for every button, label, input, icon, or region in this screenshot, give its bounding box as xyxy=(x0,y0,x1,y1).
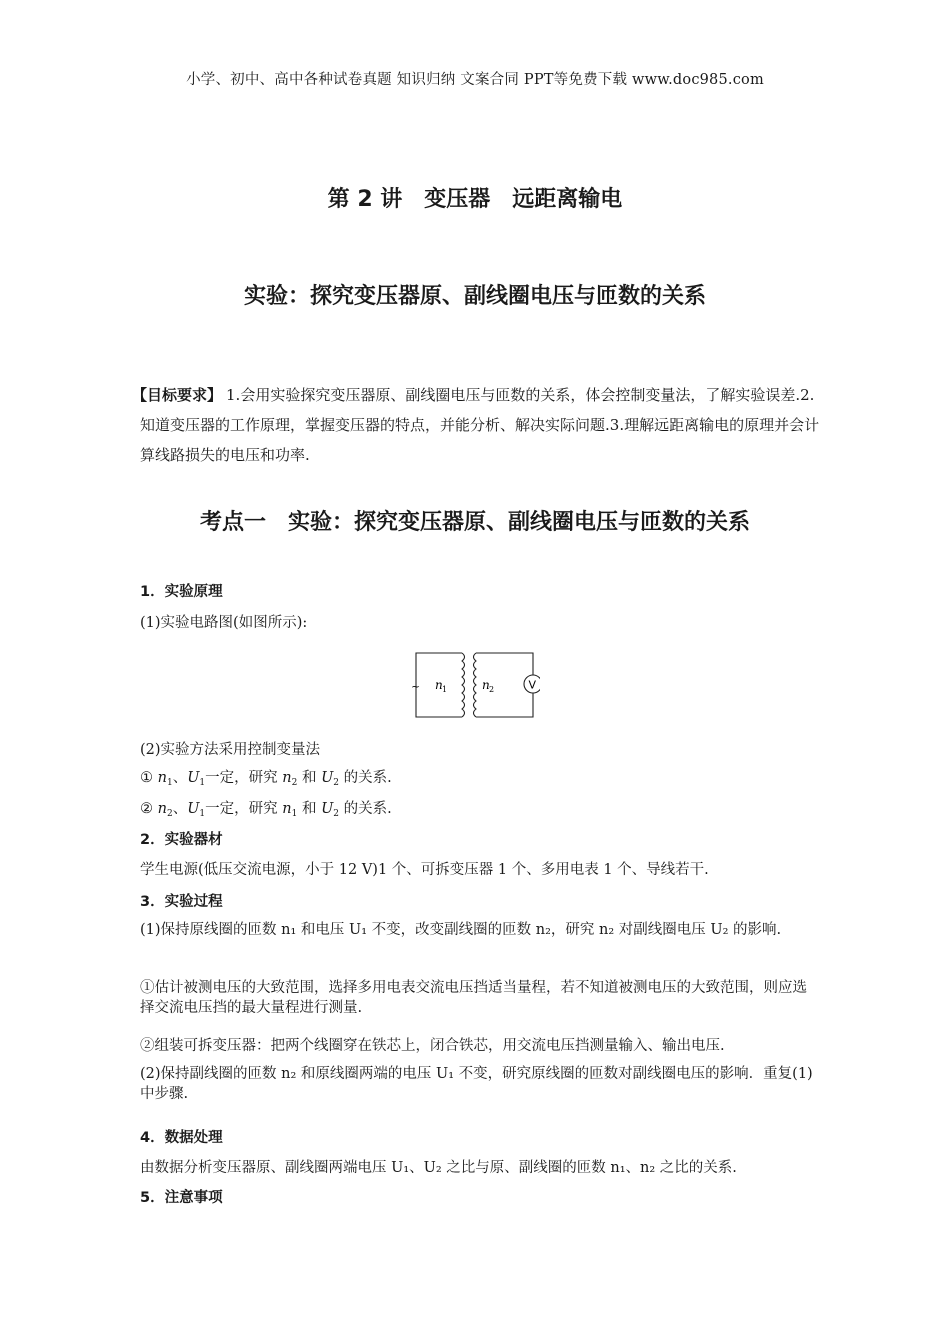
symbol-U: U xyxy=(321,801,334,817)
method-case-2 xyxy=(140,797,392,819)
symbol-n: n xyxy=(282,770,292,786)
case-1-text: 一定，研究 xyxy=(205,770,283,786)
case-1-sep: 、 xyxy=(172,770,188,786)
primary-turns-label: n xyxy=(435,678,443,692)
goals-text: 1.会用实验探究变压器原、副线圈电压与匝数的关系，体会控制变量法，了解实验误差.2.知道变压器的工作原理，掌握变压器的特点，并能分析、解决实际问题.3.理解远距离输电的原理并会计算线路损失的电压和功率. xyxy=(140,386,820,464)
symbol-sub: 2 xyxy=(333,778,340,788)
secondary-wire-bottom xyxy=(476,693,533,717)
circuit-caption: (1)实验电路图(如图所示): xyxy=(140,615,308,631)
heading-equipment: 2．实验器材 xyxy=(140,832,223,848)
heading-notes: 5．注意事项 xyxy=(140,1190,223,1206)
case-1-and: 和 xyxy=(297,770,322,786)
symbol-sub: 1 xyxy=(166,778,173,788)
voltmeter-label: V xyxy=(528,678,537,692)
symbol-U: U xyxy=(187,801,200,817)
secondary-coil xyxy=(474,653,477,717)
case-2-end: 的关系. xyxy=(339,801,392,817)
method-case-1 xyxy=(140,766,392,788)
section-title: 考点一 实验：探究变压器原、副线圈电压与匝数的关系 xyxy=(199,510,750,535)
process-step-1b: ②组装可拆变压器：把两个线圈穿在铁芯上，闭合铁芯，用交流电压挡测量输入、输出电压. xyxy=(140,1038,725,1054)
process-step-2: (2)保持副线圈的匝数 n₂ 和原线圈两端的电压 U₁ 不变，研究原线圈的匝数对副线圈电压的影响．重复(1)中步骤. xyxy=(140,1066,813,1102)
lecture-title: 第 2 讲 变压器 远距离输电 xyxy=(327,187,623,212)
symbol-sub: 2 xyxy=(166,809,173,819)
case-2-and: 和 xyxy=(297,801,322,817)
secondary-turns-label: n xyxy=(482,678,490,692)
symbol-n: n xyxy=(157,770,167,786)
heading-process: 3．实验过程 xyxy=(140,894,223,910)
case-2-text: 一定，研究 xyxy=(205,801,283,817)
page-header: 小学、初中、高中各种试卷真题 知识归纳 文案合同 PPT等免费下载 www.doc985.com xyxy=(186,72,764,88)
experiment-title: 实验：探究变压器原、副线圈电压与匝数的关系 xyxy=(243,284,706,309)
symbol-U: U xyxy=(187,770,200,786)
case-2-sep: 、 xyxy=(172,801,188,817)
heading-data: 4．数据处理 xyxy=(140,1130,223,1146)
goals-label: 【目标要求】 xyxy=(132,386,223,404)
symbol-sub: 2 xyxy=(291,778,298,788)
case-1-marker: ① xyxy=(140,770,158,786)
symbol-n: n xyxy=(282,801,292,817)
case-2-marker: ② xyxy=(140,801,158,817)
secondary-turns-sub: 2 xyxy=(489,685,495,694)
process-step-1: (1)保持原线圈的匝数 n₁ 和电压 U₁ 不变，改变副线圈的匝数 n₂，研究 n₂ 对副线圈电压 U₂ 的影响. xyxy=(140,922,782,938)
method-line: (2)实验方法采用控制变量法 xyxy=(140,742,321,758)
circuit-diagram xyxy=(410,648,540,722)
symbol-sub: 1 xyxy=(199,778,206,788)
case-1-end: 的关系. xyxy=(339,770,392,786)
heading-principle: 1．实验原理 xyxy=(140,584,223,600)
secondary-wire-top xyxy=(476,653,533,675)
ac-source-symbol: ~ xyxy=(411,680,421,693)
symbol-n: n xyxy=(157,801,167,817)
symbol-sub: 1 xyxy=(291,809,298,819)
equipment-text: 学生电源(低压交流电源，小于 12 V)1 个、可拆变压器 1 个、多用电表 1 个、导线若干. xyxy=(140,862,709,878)
process-step-1a: ①估计被测电压的大致范围，选择多用电表交流电压挡适当量程，若不知道被测电压的大致范围，则应选择交流电压挡的最大量程进行测量. xyxy=(140,980,807,1016)
data-text: 由数据分析变压器原、副线圈两端电压 U₁、U₂ 之比与原、副线圈的匝数 n₁、n₂ 之比的关系. xyxy=(140,1160,737,1176)
primary-turns-sub: 1 xyxy=(442,685,448,694)
symbol-sub: 1 xyxy=(199,809,206,819)
goals-paragraph xyxy=(132,380,820,470)
primary-coil xyxy=(462,653,465,717)
symbol-sub: 2 xyxy=(333,809,340,819)
symbol-U: U xyxy=(321,770,334,786)
